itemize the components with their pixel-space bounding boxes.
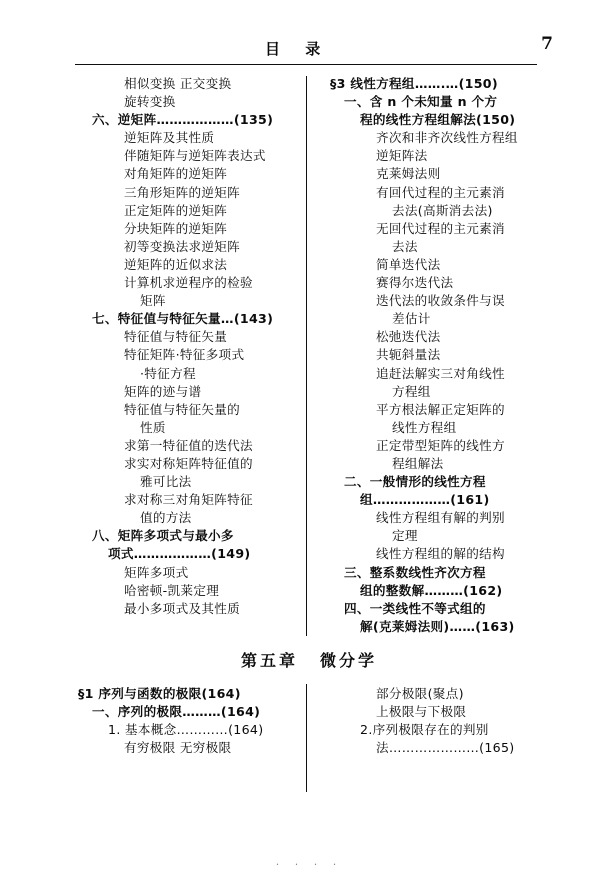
toc-entry: 计算机求逆程序的检验: [124, 275, 253, 291]
toc-entry: 差估计: [392, 311, 431, 327]
toc-entry: 特征值与特征矢量的: [124, 401, 241, 417]
toc-entry: 无回代过程的主元素消: [376, 220, 505, 236]
toc-entry: 迭代法的收敛条件与误: [376, 293, 505, 309]
toc-entry: §1 序列与函数的极限(164): [78, 686, 241, 701]
toc-entry: 求对称三对角矩阵特征: [124, 492, 253, 508]
toc-right-column: [330, 78, 550, 639]
header-rule: [75, 64, 537, 65]
toc-entry: 方程组: [392, 383, 431, 399]
toc-entry: 解(克莱姆法则)……(163): [360, 618, 515, 634]
toc-entry: 对角矩阵的逆矩阵: [124, 166, 228, 182]
toc-entry: 伴随矩阵与逆矩阵表达式: [124, 148, 266, 164]
toc-entry: 矩阵多项式: [124, 564, 189, 580]
toc-entry: 1. 基本概念…………(164): [108, 722, 264, 738]
toc-entry: 组的整数解………(162): [360, 582, 503, 598]
toc-entry: 相似变换 正交变换: [124, 76, 232, 91]
page-title: 目 录: [265, 40, 331, 58]
footer-dots: · · · ·: [275, 858, 343, 871]
toc-entry: 正定矩阵的逆矩阵: [124, 202, 228, 218]
chapter-label: 第五章: [240, 651, 298, 670]
toc-entry: 三角形矩阵的逆矩阵: [124, 184, 241, 200]
toc-entry: 线性方程组的解的结构: [376, 546, 505, 562]
toc-entry: 四、一类线性不等式组的: [344, 600, 486, 616]
toc-entry: 上极限与下极限: [376, 704, 467, 720]
toc-entry: 一、序列的极限………(164): [92, 704, 261, 720]
toc-entry: 共轭斜量法: [376, 347, 441, 363]
toc-entry: 哈密顿-凯莱定理: [124, 582, 220, 598]
toc-entry: 逆矩阵及其性质: [124, 130, 215, 146]
toc-left-column: [78, 78, 298, 621]
toc-entry: 雅可比法: [140, 474, 192, 490]
toc-entry: 矩阵的迹与谱: [124, 383, 202, 399]
toc-bottom-right-column: [330, 688, 550, 760]
toc-entry: 齐次和非齐次线性方程组: [376, 130, 518, 146]
toc-entry: 部分极限(聚点): [376, 686, 464, 701]
toc-entry: 组………………(161): [360, 492, 490, 508]
column-divider: [306, 76, 307, 636]
chapter-title: 微分学: [320, 651, 378, 670]
toc-entry: 六、逆矩阵………………(135): [92, 112, 274, 128]
toc-entry: 逆矩阵的近似求法: [124, 256, 228, 272]
toc-entry: 线性方程组有解的判别: [376, 510, 505, 526]
toc-entry: 定理: [392, 528, 418, 544]
toc-entry: 最小多项式及其性质: [124, 600, 241, 616]
toc-entry: 八、矩阵多项式与最小多: [92, 528, 234, 544]
toc-entry: 旋转变换: [124, 94, 176, 110]
toc-entry: 求实对称矩阵特征值的: [124, 455, 253, 471]
toc-entry: 平方根法解正定矩阵的: [376, 401, 505, 417]
toc-entry: 正定带型矩阵的线性方: [376, 437, 505, 453]
toc-entry: 程组解法: [392, 455, 444, 471]
chapter-heading: [78, 648, 540, 671]
toc-entry: 程的线性方程组解法(150): [360, 112, 516, 128]
toc-entry: 逆矩阵法: [376, 148, 428, 164]
toc-entry: 三、整系数线性齐次方程: [344, 564, 486, 580]
toc-entry: 赛得尔迭代法: [376, 275, 454, 291]
toc-entry: 求第一特征值的迭代法: [124, 437, 253, 453]
toc-entry: 值的方法: [140, 510, 192, 526]
page-header: [75, 34, 553, 64]
toc-entry: 特征值与特征矢量: [124, 329, 228, 345]
toc-entry: 二、一般情形的线性方程: [344, 474, 486, 490]
toc-entry: ·特征方程: [140, 365, 196, 381]
toc-entry: 克莱姆法则: [376, 166, 441, 182]
toc-entry: 去法: [392, 238, 418, 254]
toc-entry: §3 线性方程组…….…(150): [330, 76, 498, 91]
toc-entry: 线性方程组: [392, 419, 457, 435]
page-number: 7: [541, 34, 553, 54]
toc-entry: 矩阵: [140, 293, 166, 309]
toc-entry: 七、特征值与特征矢量…(143): [92, 311, 274, 327]
toc-entry: 去法(高斯消去法): [392, 202, 493, 218]
toc-entry: 松弛迭代法: [376, 329, 441, 345]
toc-entry: 特征矩阵·特征多项式: [124, 347, 245, 363]
toc-entry: 一、含 n 个未知量 n 个方: [344, 94, 498, 110]
toc-entry: 性质: [140, 419, 166, 435]
toc-entry: 分块矩阵的逆矩阵: [124, 220, 228, 236]
toc-entry: 追赶法解实三对角线性: [376, 365, 505, 381]
toc-entry: 项式………………(149): [108, 546, 251, 562]
toc-entry: 初等变换法求逆矩阵: [124, 238, 241, 254]
toc-entry: 2.序列极限存在的判别: [360, 722, 489, 738]
toc-entry: 有穷极限 无穷极限: [124, 740, 232, 756]
toc-entry: 有回代过程的主元素消: [376, 184, 505, 200]
toc-entry: 简单迭代法: [376, 256, 441, 272]
column-divider-lower: [306, 684, 307, 792]
toc-entry: 法…………………(165): [376, 740, 515, 756]
toc-bottom-left-column: [78, 688, 298, 760]
